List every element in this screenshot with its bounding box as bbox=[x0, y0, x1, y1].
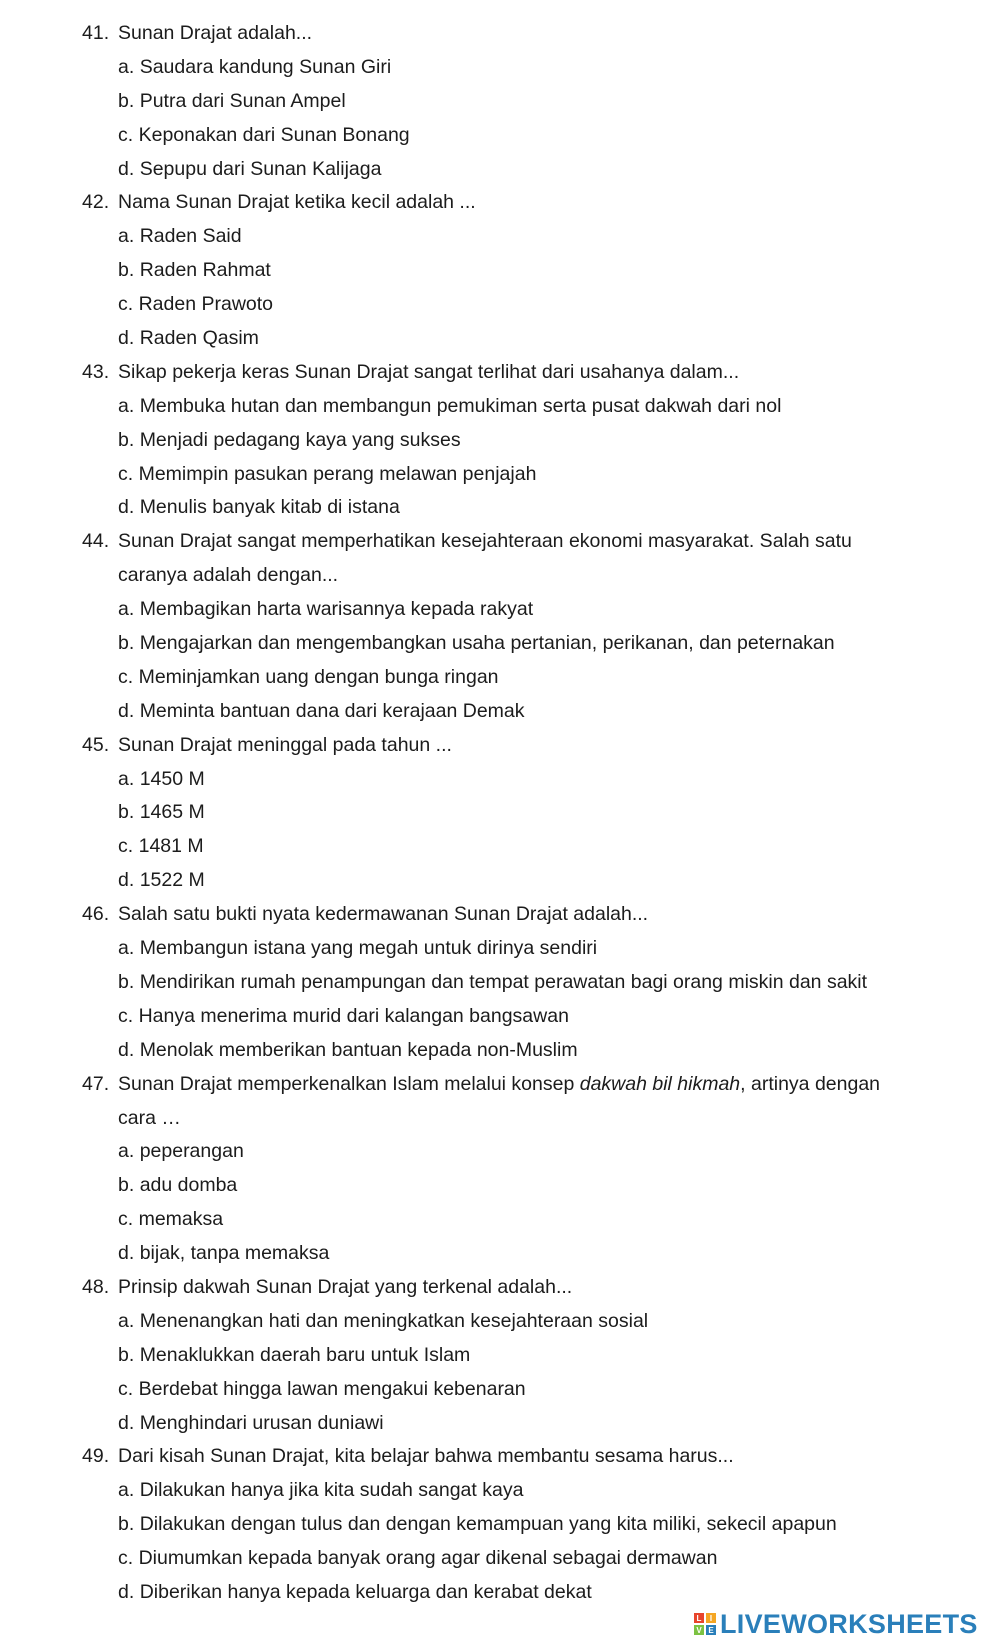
question-number: 47. bbox=[82, 1072, 110, 1095]
answer-option bbox=[118, 1508, 837, 1542]
option-line bbox=[0, 695, 999, 729]
option-letter: a. bbox=[118, 1479, 135, 1502]
option-letter: c. bbox=[118, 835, 134, 858]
option-letter: a. bbox=[118, 394, 135, 417]
option-line bbox=[0, 830, 999, 864]
option-text: Memimpin pasukan perang melawan penjajah bbox=[138, 462, 537, 485]
question-line bbox=[0, 559, 999, 593]
answer-option bbox=[118, 491, 400, 525]
option-text: Raden Qasim bbox=[139, 327, 259, 350]
option-line bbox=[0, 1407, 999, 1441]
option-text: Berdebat hingga lawan mengakui kebenaran bbox=[138, 1377, 526, 1400]
option-letter: c. bbox=[118, 665, 134, 688]
option-line bbox=[0, 932, 999, 966]
logo-badge-cell: I bbox=[706, 1613, 716, 1623]
option-letter: d. bbox=[118, 699, 135, 722]
answer-option bbox=[118, 763, 205, 797]
option-text: Sepupu dari Sunan Kalijaga bbox=[139, 157, 382, 180]
option-letter: c. bbox=[118, 1004, 134, 1027]
option-text: Meminta bantuan dana dari kerajaan Demak bbox=[139, 699, 525, 722]
question-line bbox=[0, 1068, 999, 1102]
option-line bbox=[0, 1034, 999, 1068]
option-line bbox=[0, 966, 999, 1000]
option-letter: a. bbox=[118, 598, 135, 621]
question-text: Nama Sunan Drajat ketika kecil adalah ... bbox=[118, 191, 476, 214]
option-line bbox=[0, 322, 999, 356]
liveworksheets-logo bbox=[694, 1607, 978, 1641]
option-line bbox=[0, 1542, 999, 1576]
option-text: Menenangkan hati dan meningkatkan kesejahteraan sosial bbox=[139, 1309, 649, 1332]
option-text: Membangun istana yang megah untuk dirinya sendiri bbox=[139, 937, 598, 960]
question-text: Sunan Drajat adalah... bbox=[118, 22, 313, 44]
question-line bbox=[0, 1440, 999, 1474]
option-line bbox=[0, 390, 999, 424]
option-letter: d. bbox=[118, 1580, 135, 1603]
option-line bbox=[0, 796, 999, 830]
option-letter: d. bbox=[118, 1242, 135, 1265]
answer-option bbox=[118, 1305, 648, 1339]
option-letter: c. bbox=[118, 462, 134, 485]
question-number: 48. bbox=[82, 1275, 110, 1298]
option-line bbox=[0, 1474, 999, 1508]
option-text: Mendirikan rumah penampungan dan tempat perawatan bagi orang miskin dan sakit bbox=[139, 970, 868, 993]
question-line bbox=[0, 356, 999, 390]
option-letter: c. bbox=[118, 123, 134, 146]
option-letter: c. bbox=[118, 1547, 134, 1570]
answer-option bbox=[118, 1169, 237, 1203]
answer-option bbox=[118, 661, 499, 695]
option-text: Hanya menerima murid dari kalangan bangsawan bbox=[138, 1004, 569, 1027]
answer-option bbox=[118, 1237, 329, 1271]
option-line bbox=[0, 864, 999, 898]
question-text: Sunan Drajat sangat memperhatikan kesejahteraan ekonomi masyarakat. Salah satu bbox=[118, 530, 852, 553]
option-line bbox=[0, 593, 999, 627]
option-letter: b. bbox=[118, 89, 135, 112]
question-line bbox=[0, 729, 999, 763]
question-text-part: Sunan Drajat memperkenalkan Islam melalui konsep bbox=[118, 1072, 580, 1095]
option-letter: b. bbox=[118, 801, 135, 824]
option-text: Membagikan harta warisannya kepada rakyat bbox=[139, 598, 534, 621]
option-text: adu domba bbox=[139, 1174, 238, 1197]
question-text-continued: caranya adalah dengan... bbox=[118, 564, 339, 587]
question-text: Sikap pekerja keras Sunan Drajat sangat terlihat dari usahanya dalam... bbox=[118, 360, 740, 383]
option-line bbox=[0, 763, 999, 797]
answer-option bbox=[118, 153, 381, 187]
option-letter: a. bbox=[118, 55, 135, 78]
question-line bbox=[0, 525, 999, 559]
worksheet bbox=[0, 17, 999, 1610]
option-text: peperangan bbox=[139, 1140, 244, 1163]
answer-option bbox=[118, 1373, 526, 1407]
option-text: 1450 M bbox=[139, 767, 205, 790]
option-letter: b. bbox=[118, 1174, 135, 1197]
question-text: Dari kisah Sunan Drajat, kita belajar bahwa membantu sesama harus... bbox=[118, 1445, 734, 1468]
option-text: Keponakan dari Sunan Bonang bbox=[138, 123, 410, 146]
option-text: Membuka hutan dan membangun pemukiman serta pusat dakwah dari nol bbox=[139, 394, 782, 417]
question-line bbox=[0, 898, 999, 932]
logo-badge-icon bbox=[694, 1613, 716, 1635]
answer-option bbox=[118, 424, 461, 458]
option-letter: d. bbox=[118, 1411, 135, 1434]
option-line bbox=[0, 1135, 999, 1169]
answer-option bbox=[118, 796, 205, 830]
option-text: Dilakukan dengan tulus dan dengan kemampuan yang kita miliki, sekecil apapun bbox=[139, 1513, 837, 1536]
option-letter: c. bbox=[118, 1208, 134, 1231]
option-letter: c. bbox=[118, 293, 134, 316]
option-line bbox=[0, 119, 999, 153]
answer-option bbox=[118, 864, 205, 898]
answer-option bbox=[118, 695, 525, 729]
answer-option bbox=[118, 254, 271, 288]
option-letter: d. bbox=[118, 1038, 135, 1061]
option-line bbox=[0, 1237, 999, 1271]
option-text: Diumumkan kepada banyak orang agar dikenal sebagai dermawan bbox=[138, 1547, 718, 1570]
answer-option bbox=[118, 1407, 384, 1441]
question-text-continued: cara … bbox=[118, 1106, 181, 1129]
option-letter: b. bbox=[118, 259, 135, 282]
answer-option bbox=[118, 322, 259, 356]
question-text: Sunan Drajat meninggal pada tahun ... bbox=[118, 733, 452, 756]
option-letter: a. bbox=[118, 225, 135, 248]
option-letter: d. bbox=[118, 327, 135, 350]
option-text: Saudara kandung Sunan Giri bbox=[139, 55, 392, 78]
option-text: Menulis banyak kitab di istana bbox=[139, 496, 400, 519]
option-text: Raden Said bbox=[139, 225, 242, 248]
answer-option bbox=[118, 1474, 523, 1508]
question-number: 45. bbox=[82, 733, 110, 756]
option-line bbox=[0, 627, 999, 661]
question-text-part: , artinya dengan bbox=[740, 1072, 881, 1095]
option-letter: a. bbox=[118, 937, 135, 960]
option-line bbox=[0, 1000, 999, 1034]
option-line bbox=[0, 1305, 999, 1339]
option-letter: d. bbox=[118, 496, 135, 519]
option-letter: b. bbox=[118, 428, 135, 451]
answer-option bbox=[118, 1203, 223, 1237]
question-line bbox=[0, 1271, 999, 1305]
option-letter: a. bbox=[118, 1309, 135, 1332]
question-number: 44. bbox=[82, 530, 110, 553]
answer-option bbox=[118, 1000, 569, 1034]
question-line bbox=[0, 186, 999, 220]
option-line bbox=[0, 1576, 999, 1610]
option-text: Menaklukkan daerah baru untuk Islam bbox=[139, 1343, 471, 1366]
option-letter: a. bbox=[118, 767, 135, 790]
question-text: Salah satu bukti nyata kedermawanan Sunan Drajat adalah... bbox=[118, 903, 649, 926]
logo-wordmark: LIVEWORKSHEETS bbox=[720, 1608, 978, 1639]
answer-option bbox=[118, 627, 835, 661]
logo-badge-cell: L bbox=[694, 1613, 704, 1623]
option-text: 1465 M bbox=[139, 801, 205, 824]
option-text: Putra dari Sunan Ampel bbox=[139, 89, 346, 112]
option-line bbox=[0, 220, 999, 254]
option-letter: b. bbox=[118, 970, 135, 993]
option-letter: d. bbox=[118, 157, 135, 180]
option-line bbox=[0, 424, 999, 458]
option-text: Menolak memberikan bantuan kepada non-Muslim bbox=[139, 1038, 578, 1061]
question-text: Prinsip dakwah Sunan Drajat yang terkenal adalah... bbox=[118, 1275, 573, 1298]
option-line bbox=[0, 1508, 999, 1542]
answer-option bbox=[118, 1339, 470, 1373]
option-line bbox=[0, 153, 999, 187]
answer-option bbox=[118, 220, 242, 254]
option-text: Raden Rahmat bbox=[139, 259, 271, 282]
option-line bbox=[0, 51, 999, 85]
question-number: 41. bbox=[82, 22, 110, 44]
answer-option bbox=[118, 1576, 592, 1610]
option-line bbox=[0, 1203, 999, 1237]
option-text: Meminjamkan uang dengan bunga ringan bbox=[138, 665, 499, 688]
answer-option bbox=[118, 119, 410, 153]
option-text: 1481 M bbox=[138, 835, 204, 858]
option-text: Diberikan hanya kepada keluarga dan kerabat dekat bbox=[139, 1580, 592, 1603]
option-line bbox=[0, 288, 999, 322]
answer-option bbox=[118, 932, 597, 966]
answer-option bbox=[118, 85, 346, 119]
answer-option bbox=[118, 593, 533, 627]
question-line bbox=[0, 17, 999, 51]
question-text-italic: dakwah bil hikmah bbox=[579, 1072, 741, 1095]
option-text: bijak, tanpa memaksa bbox=[139, 1242, 330, 1265]
option-text: 1522 M bbox=[139, 869, 205, 892]
question-number: 42. bbox=[82, 191, 110, 214]
option-letter: a. bbox=[118, 1140, 135, 1163]
option-letter: b. bbox=[118, 1343, 135, 1366]
logo-badge-cell: V bbox=[694, 1625, 704, 1635]
option-line bbox=[0, 491, 999, 525]
answer-option bbox=[118, 288, 273, 322]
option-text: Menghindari urusan duniawi bbox=[139, 1411, 384, 1434]
answer-option bbox=[118, 1034, 578, 1068]
answer-option bbox=[118, 390, 781, 424]
answer-option bbox=[118, 830, 204, 864]
option-letter: b. bbox=[118, 1513, 135, 1536]
question-line bbox=[0, 1102, 999, 1136]
option-letter: c. bbox=[118, 1377, 134, 1400]
question-text bbox=[118, 1068, 880, 1102]
option-text: memaksa bbox=[138, 1208, 224, 1231]
question-number: 49. bbox=[82, 1445, 110, 1468]
option-text: Raden Prawoto bbox=[138, 293, 274, 316]
logo-badge-cell: E bbox=[706, 1625, 716, 1635]
question-number: 43. bbox=[82, 360, 110, 383]
option-line bbox=[0, 1373, 999, 1407]
option-text: Dilakukan hanya jika kita sudah sangat kaya bbox=[139, 1479, 524, 1502]
question-number: 46. bbox=[82, 903, 110, 926]
answer-option bbox=[118, 966, 867, 1000]
option-line bbox=[0, 1169, 999, 1203]
answer-option bbox=[118, 458, 536, 492]
option-line bbox=[0, 661, 999, 695]
answer-option bbox=[118, 51, 391, 85]
option-line bbox=[0, 85, 999, 119]
option-line bbox=[0, 1339, 999, 1373]
option-text: Mengajarkan dan mengembangkan usaha pertanian, perikanan, dan peternakan bbox=[139, 632, 835, 655]
option-line bbox=[0, 458, 999, 492]
option-text: Menjadi pedagang kaya yang sukses bbox=[139, 428, 461, 451]
option-line bbox=[0, 254, 999, 288]
option-letter: d. bbox=[118, 869, 135, 892]
answer-option bbox=[118, 1542, 717, 1576]
option-letter: b. bbox=[118, 632, 135, 655]
answer-option bbox=[118, 1135, 244, 1169]
